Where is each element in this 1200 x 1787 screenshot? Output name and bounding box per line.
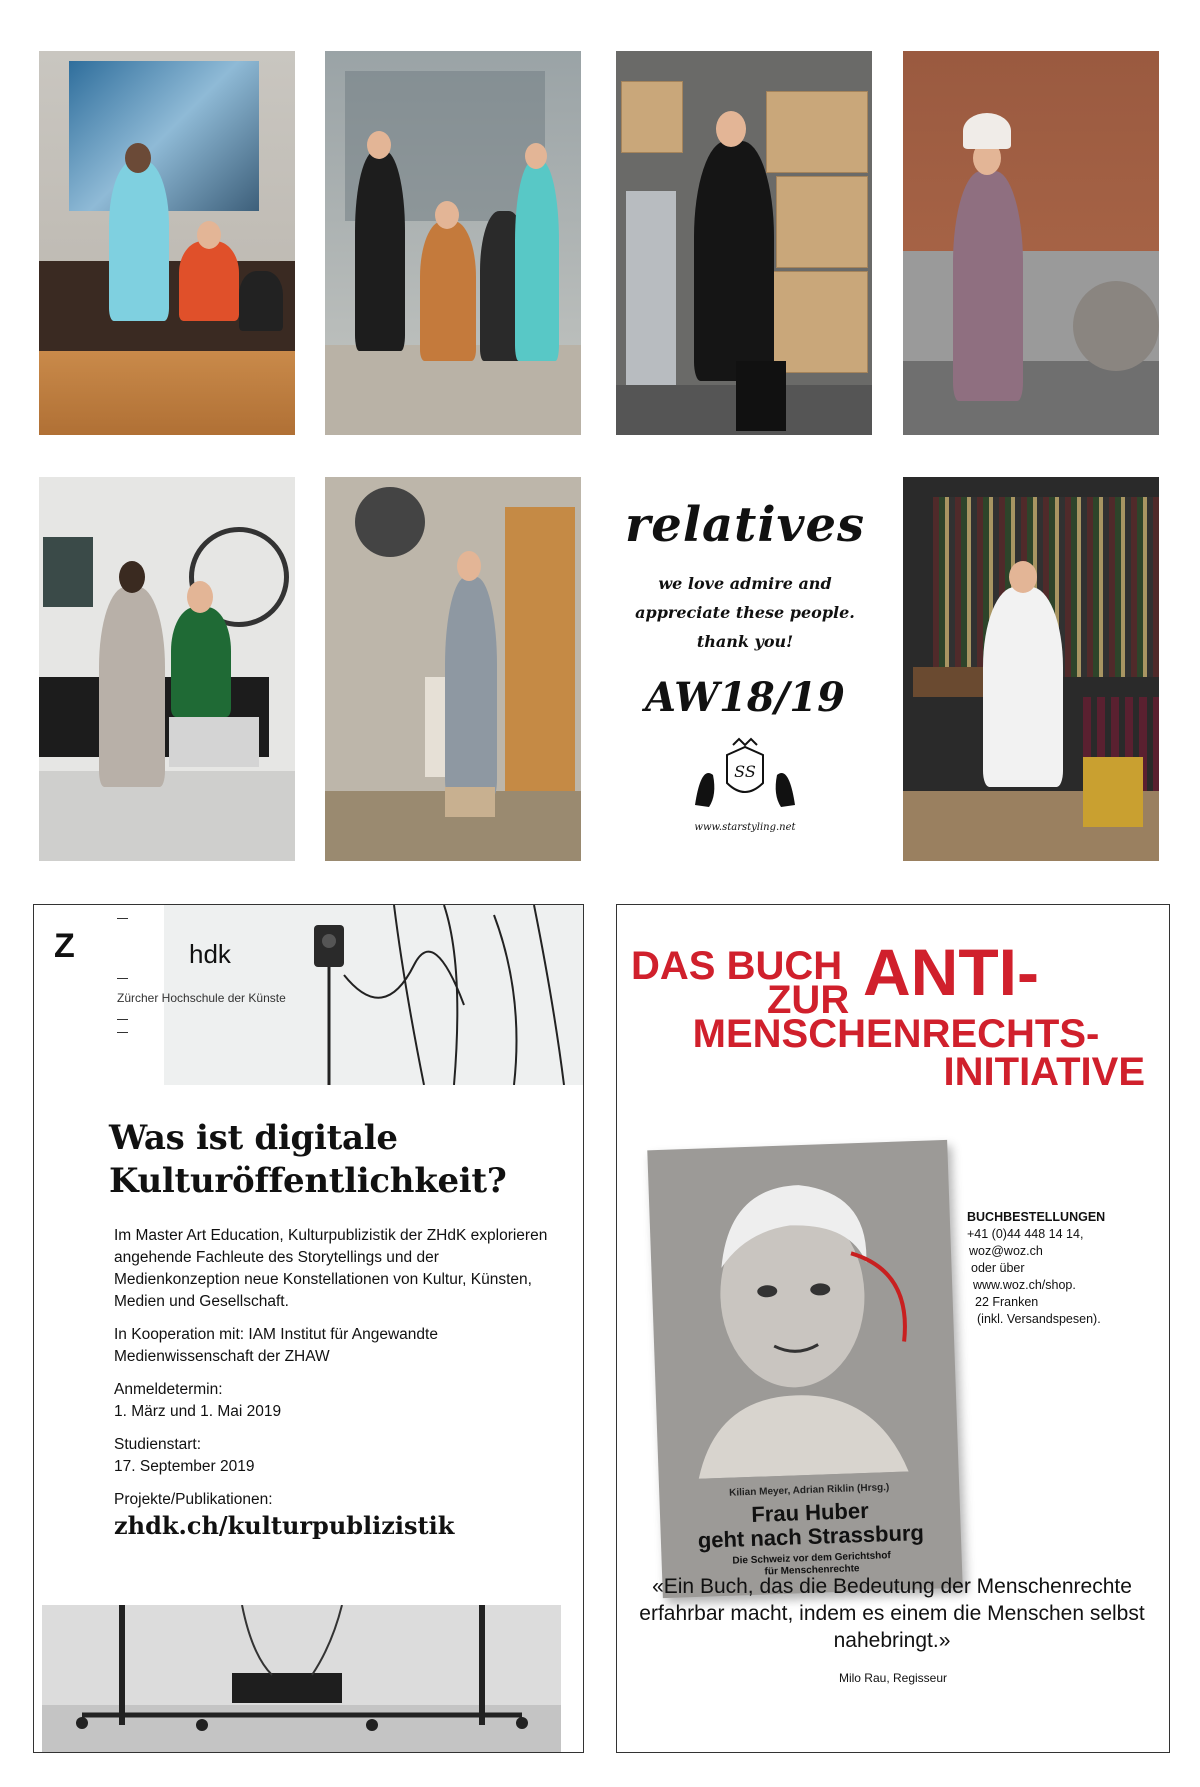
photo-family-group bbox=[325, 51, 581, 435]
woz-headline-anti: ANTI- bbox=[863, 935, 1039, 1009]
zhdk-cooperation: In Kooperation mit: IAM Institut für Angewandte Medienwissenschaft der ZHAW bbox=[114, 1326, 438, 1365]
registration-dates: 1. März und 1. Mai 2019 bbox=[114, 1403, 282, 1420]
book-cover bbox=[647, 1140, 962, 1598]
starstyling-crest-icon bbox=[685, 735, 805, 815]
woz-headline-part1: DAS BUCH bbox=[631, 944, 843, 988]
book-subtitle-line-1: Die Schweiz vor dem Gerichtshof bbox=[732, 1550, 891, 1567]
zhdk-headline bbox=[109, 1117, 506, 1203]
woz-headline bbox=[631, 935, 1161, 1094]
order-shipping: (inkl. Versandspesen). bbox=[977, 1312, 1101, 1326]
relatives-panel bbox=[617, 477, 873, 861]
registration-label: Anmeldetermin: bbox=[114, 1381, 223, 1398]
woz-headline-part2: ZUR bbox=[767, 978, 850, 1022]
start-label: Studienstart: bbox=[114, 1436, 202, 1453]
photo-woman-kitchen bbox=[903, 51, 1159, 435]
logo-dash bbox=[117, 978, 128, 979]
order-title: BUCHBESTELLUNGEN bbox=[967, 1210, 1106, 1224]
projects-label: Projekte/Publikationen: bbox=[114, 1491, 273, 1508]
book-authors: Kilian Meyer, Adrian Riklin (Hrsg.) bbox=[728, 1482, 890, 1499]
relatives-line-3: thank you! bbox=[696, 632, 794, 651]
book-title-line-1: Frau Huber bbox=[750, 1497, 870, 1527]
zhdk-logo-z: Z bbox=[54, 927, 75, 965]
logo-dash bbox=[117, 918, 128, 919]
woz-quote-attribution: Milo Rau, Regisseur bbox=[838, 1671, 948, 1685]
order-phone: +41 (0)44 448 14 14, bbox=[967, 1227, 1084, 1241]
zhdk-intro: Im Master Art Education, Kulturpublizistik der ZHdK explorieren angehende Fachleute des Storytellings und der Medienkonzeption neue Konstellationen von Kultur, Künsten, Medien und Gesellschaft. bbox=[114, 1227, 548, 1310]
order-or: oder über bbox=[971, 1261, 1025, 1275]
zhdk-institution: Zürcher Hochschule der Künste bbox=[117, 991, 286, 1005]
woz-advertisement bbox=[616, 904, 1170, 1753]
zhdk-registration bbox=[114, 1379, 554, 1423]
logo-dash bbox=[117, 1032, 128, 1033]
woz-headline-line-3: MENSCHENRECHTS- bbox=[692, 1012, 1100, 1056]
photo-couple-bike bbox=[39, 477, 295, 861]
book-title bbox=[660, 1496, 961, 1554]
portrait-illustration bbox=[647, 1140, 958, 1480]
order-price: 22 Franken bbox=[975, 1295, 1039, 1309]
equipment-cart-photo bbox=[42, 1605, 561, 1752]
photo-workshop bbox=[325, 477, 581, 861]
order-web[interactable]: www.woz.ch/shop. bbox=[973, 1278, 1076, 1292]
photo-family-sofa bbox=[39, 51, 295, 435]
logo-dash bbox=[117, 1019, 128, 1020]
zhdk-logo-hdk: hdk bbox=[189, 939, 231, 969]
zhdk-url-link[interactable]: zhdk.ch/kulturpublizistik bbox=[114, 1511, 455, 1540]
zhdk-headline-line-2: Kulturöffentlichkeit? bbox=[109, 1161, 507, 1201]
relatives-season: AW18/19 bbox=[645, 674, 845, 721]
zhdk-advertisement bbox=[33, 904, 584, 1753]
relatives-line-2: appreciate these people. bbox=[635, 603, 855, 622]
relatives-message bbox=[617, 569, 873, 656]
zhdk-headline-line-1: Was ist digitale bbox=[109, 1118, 398, 1158]
crest-monogram: SS bbox=[734, 762, 756, 781]
relatives-line-1: we love admire and bbox=[658, 574, 832, 593]
order-email[interactable]: woz@woz.ch bbox=[969, 1244, 1043, 1258]
start-date: 17. September 2019 bbox=[114, 1458, 255, 1475]
zhdk-start bbox=[114, 1434, 554, 1478]
book-subtitle-line-2: für Menschenrechte bbox=[764, 1563, 860, 1578]
photo-wine-shop bbox=[903, 477, 1159, 861]
photo-man-boxes bbox=[616, 51, 872, 435]
woz-headline-line-4: INITIATIVE bbox=[943, 1050, 1145, 1094]
relatives-title: relatives bbox=[624, 497, 866, 553]
book-order-info bbox=[967, 1209, 1105, 1328]
zhdk-projects bbox=[114, 1489, 554, 1511]
zhdk-body bbox=[114, 1225, 554, 1540]
woz-quote: «Ein Buch, das die Bedeutung der Menschenrechte erfahrbar macht, indem es einem die Menschen selbst nahebringt.» bbox=[639, 1575, 1145, 1652]
book-title-line-2: geht nach Strassburg bbox=[697, 1519, 925, 1553]
relatives-url[interactable]: www.starstyling.net bbox=[694, 822, 796, 833]
